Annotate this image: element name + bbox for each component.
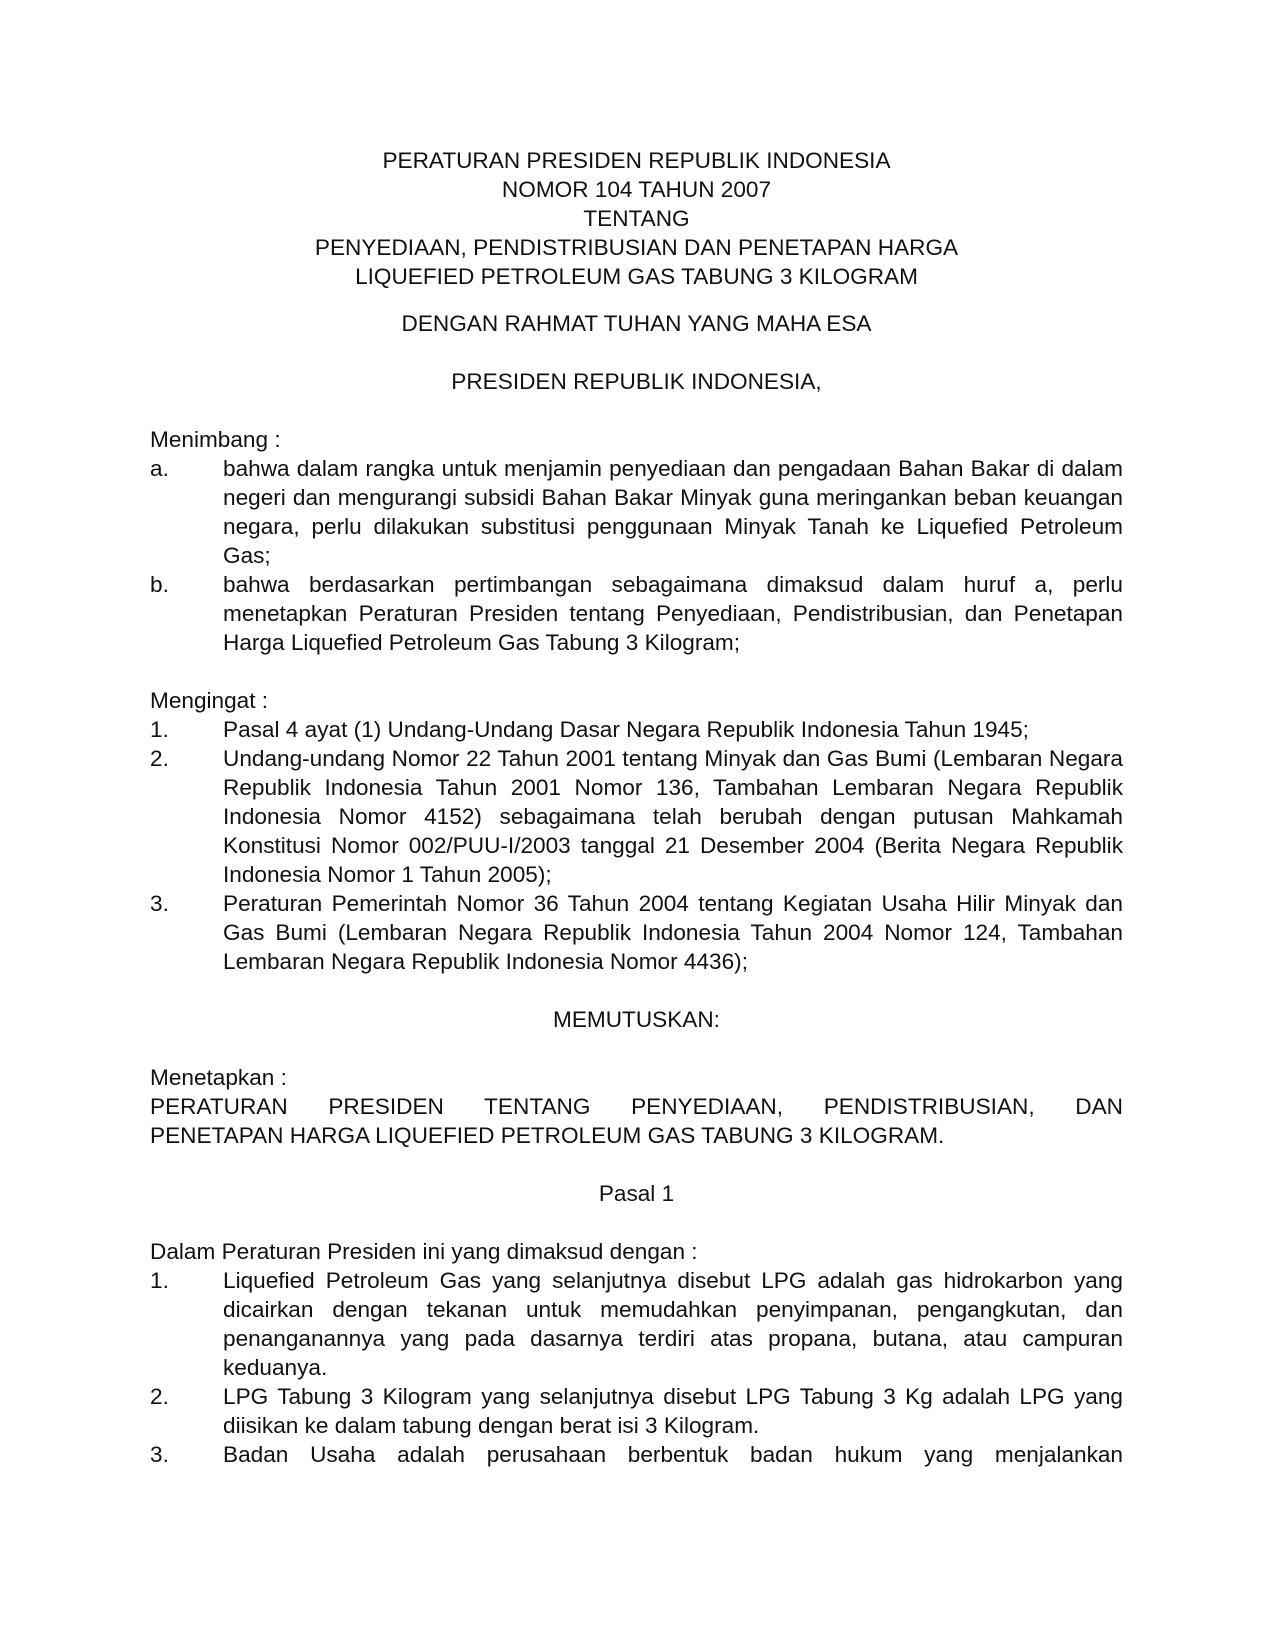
list-text: bahwa berdasarkan pertimbangan sebagaimana dimaksud dalam huruf a, perlu menetapkan Peraturan Presiden tentang Penyediaan, Pendistribusian, dan Penetapan Harga Liquefied Petroleum Gas Tabung 3 Kilogram; <box>223 572 1123 655</box>
menimbang-section <box>150 425 1123 657</box>
list-item <box>150 454 1123 570</box>
memutuskan-heading: MEMUTUSKAN: <box>553 1007 720 1032</box>
title-line-3: TENTANG <box>583 206 690 231</box>
list-item <box>150 570 1123 657</box>
list-text: LPG Tabung 3 Kilogram yang selanjutnya disebut LPG Tabung 3 Kg adalah LPG yang diisikan ke dalam tabung dengan berat isi 3 Kilogram. <box>223 1384 1123 1438</box>
list-text: bahwa dalam rangka untuk menjamin penyediaan dan pengadaan Bahan Bakar di dalam negeri dan mengurangi subsidi Bahan Bakar Minyak guna meringankan beban keuangan negara, perlu dilakukan substitusi penggunaan Minyak Tanah ke Liquefied Petroleum Gas; <box>223 456 1123 568</box>
menetapkan-heading: Menetapkan : <box>150 1065 287 1090</box>
list-item <box>150 1382 1123 1440</box>
pasal-1-heading: Pasal 1 <box>598 1181 675 1206</box>
president-heading: PRESIDEN REPUBLIK INDONESIA, <box>451 369 822 394</box>
title-line-2: NOMOR 104 TAHUN 2007 <box>501 177 772 202</box>
list-item <box>150 1440 1123 1469</box>
list-text: Peraturan Pemerintah Nomor 36 Tahun 2004 tentang Kegiatan Usaha Hilir Minyak dan Gas Bumi (Lembaran Negara Republik Indonesia Tahun 2004 Nomor 124, Tambahan Lembaran Negara Republik Indonesia Nomor 4436); <box>223 891 1123 974</box>
list-marker: a. <box>150 456 169 481</box>
list-marker: 2. <box>150 1384 169 1409</box>
pasal-1-section <box>150 1237 1123 1469</box>
document-page <box>150 146 1123 1469</box>
list-item <box>150 744 1123 889</box>
list-text: Pasal 4 ayat (1) Undang-Undang Dasar Negara Republik Indonesia Tahun 1945; <box>223 717 1029 742</box>
list-marker: 3. <box>150 891 169 916</box>
mengingat-section <box>150 686 1123 976</box>
list-marker: 2. <box>150 746 169 771</box>
menetapkan-line-1: PERATURAN PRESIDEN TENTANG PENYEDIAAN, PENDISTRIBUSIAN, DAN <box>150 1094 1123 1119</box>
title-line-4: PENYEDIAAN, PENDISTRIBUSIAN DAN PENETAPAN HARGA <box>314 235 959 260</box>
list-marker: 1. <box>150 1268 169 1293</box>
list-marker: b. <box>150 572 169 597</box>
title-line-1: PERATURAN PRESIDEN REPUBLIK INDONESIA <box>382 148 891 173</box>
list-item <box>150 889 1123 976</box>
title-line-5: LIQUEFIED PETROLEUM GAS TABUNG 3 KILOGRAM <box>355 264 918 289</box>
list-item <box>150 715 1123 744</box>
list-marker: 1. <box>150 717 169 742</box>
list-text: Undang-undang Nomor 22 Tahun 2001 tentang Minyak dan Gas Bumi (Lembaran Negara Republik Indonesia Tahun 2001 Nomor 136, Tambahan Lembaran Negara Republik Indonesia Nomor 4152) sebagaimana telah berubah dengan putusan Mahkamah Konstitusi Nomor 002/PUU-I/2003 tanggal 21 Desember 2004 (Berita Negara Republik Indonesia Nomor 1 Tahun 2005); <box>223 746 1123 887</box>
list-text: Liquefied Petroleum Gas yang selanjutnya disebut LPG adalah gas hidrokarbon yang dicairkan dengan tekanan untuk memudahkan penyimpanan, pengangkutan, dan penanganannya yang pada dasarnya terdiri atas propana, butana, atau campuran keduanya. <box>223 1268 1123 1380</box>
pasal-1-intro: Dalam Peraturan Presiden ini yang dimaksud dengan : <box>150 1239 698 1264</box>
mengingat-heading: Mengingat : <box>150 688 269 713</box>
list-text: Badan Usaha adalah perusahaan berbentuk badan hukum yang menjalankan <box>223 1442 1123 1467</box>
document-title <box>150 146 1123 291</box>
list-item <box>150 1266 1123 1382</box>
menetapkan-section <box>150 1063 1123 1150</box>
menimbang-heading: Menimbang : <box>150 427 281 452</box>
menetapkan-line-2: PENETAPAN HARGA LIQUEFIED PETROLEUM GAS TABUNG 3 KILOGRAM. <box>150 1123 945 1148</box>
invocation: DENGAN RAHMAT TUHAN YANG MAHA ESA <box>401 311 872 336</box>
list-marker: 3. <box>150 1442 169 1467</box>
